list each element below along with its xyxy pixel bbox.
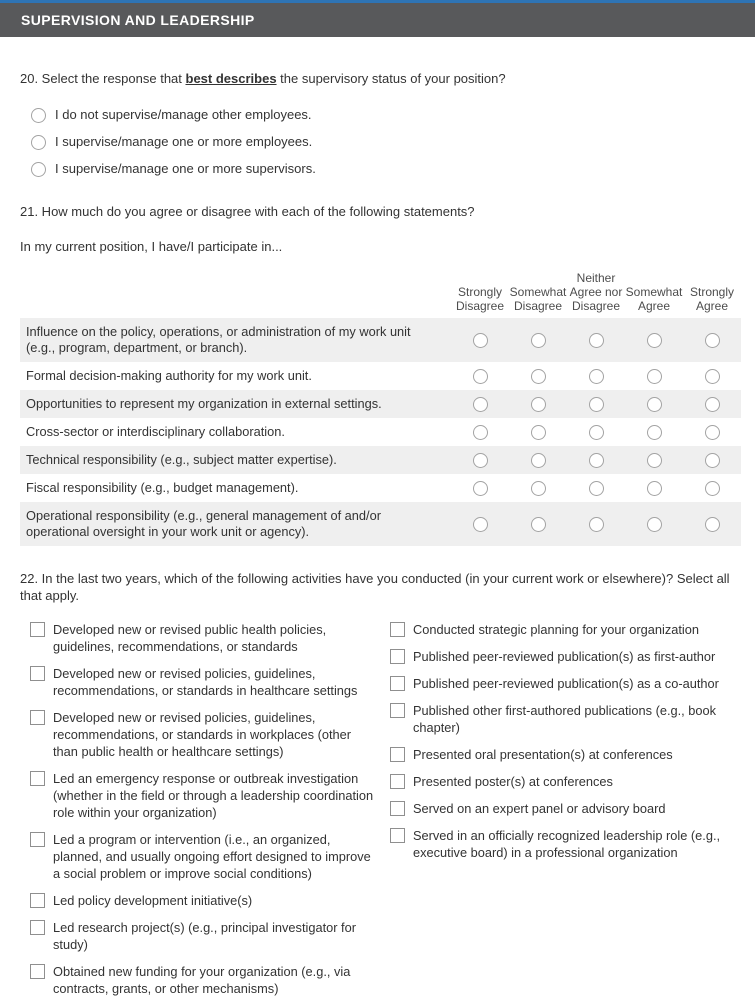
radio-button[interactable] <box>31 135 46 150</box>
radio-button[interactable] <box>705 453 720 468</box>
checkbox-item-public-health-policies[interactable] <box>30 621 390 655</box>
matrix-cell <box>625 418 683 446</box>
radio-button[interactable] <box>473 517 488 532</box>
matrix-cell <box>683 446 741 474</box>
column-header-somewhat-agree: Somewhat Agree <box>625 285 683 313</box>
matrix-cell <box>625 474 683 502</box>
checkbox[interactable] <box>30 710 45 725</box>
checkbox[interactable] <box>390 774 405 789</box>
matrix-row-label: Opportunities to represent my organization in external settings. <box>26 396 382 411</box>
radio-button[interactable] <box>589 425 604 440</box>
radio-button[interactable] <box>647 369 662 384</box>
radio-button[interactable] <box>589 333 604 348</box>
checkbox[interactable] <box>30 964 45 979</box>
matrix-row-technical-responsibility <box>20 446 741 474</box>
matrix-row-represent-organization <box>20 390 741 418</box>
question-20-options <box>31 107 741 177</box>
radio-button[interactable] <box>589 369 604 384</box>
matrix-cell <box>567 446 625 474</box>
survey-body <box>0 70 755 1007</box>
radio-button[interactable] <box>473 481 488 496</box>
radio-button[interactable] <box>531 333 546 348</box>
radio-button[interactable] <box>589 453 604 468</box>
matrix-cell <box>567 474 625 502</box>
checkbox[interactable] <box>390 649 405 664</box>
matrix-cell <box>509 318 567 362</box>
checkbox[interactable] <box>390 747 405 762</box>
checkbox-label: Presented oral presentation(s) at conferences <box>413 747 673 762</box>
question-20-suffix: the supervisory status of your position? <box>276 71 506 86</box>
checkbox-label: Led an emergency response or outbreak investigation (whether in the field or through a leadership coordination role within your organization) <box>53 771 374 820</box>
column-header-neither: Neither Agree nor Disagree <box>569 271 623 313</box>
matrix-cell <box>683 474 741 502</box>
matrix-cell <box>683 418 741 446</box>
matrix-cell <box>683 502 741 546</box>
radio-button[interactable] <box>531 517 546 532</box>
matrix-cell <box>625 446 683 474</box>
matrix-row-operational-responsibility <box>20 502 741 546</box>
radio-button[interactable] <box>705 425 720 440</box>
matrix-cell <box>567 502 625 546</box>
checkbox-column-right <box>390 621 741 1007</box>
matrix-cell <box>509 474 567 502</box>
radio-button[interactable] <box>589 481 604 496</box>
checkbox-item-policy-initiatives[interactable] <box>30 892 390 909</box>
matrix-header-row <box>20 271 741 318</box>
matrix-header-spacer <box>20 271 451 318</box>
radio-button[interactable] <box>647 517 662 532</box>
checkbox-label: Developed new or revised policies, guidelines, recommendations, or standards in workplaces (other than public health or healthcare settings) <box>53 710 352 759</box>
radio-option-supervise-employees[interactable] <box>31 134 741 150</box>
matrix-cell <box>509 502 567 546</box>
matrix-cell <box>625 502 683 546</box>
matrix-row-label: Fiscal responsibility (e.g., budget management). <box>26 480 299 495</box>
radio-button[interactable] <box>647 425 662 440</box>
matrix-cell <box>451 446 509 474</box>
checkbox[interactable] <box>390 622 405 637</box>
agreement-matrix <box>20 271 741 546</box>
header-bar <box>0 3 755 37</box>
radio-button[interactable] <box>531 453 546 468</box>
checkbox-item-emergency-response[interactable] <box>30 770 390 821</box>
radio-button[interactable] <box>705 397 720 412</box>
radio-label: I do not supervise/manage other employees. <box>55 107 312 122</box>
checkbox-item-other-publications[interactable] <box>390 702 741 736</box>
radio-option-no-supervise[interactable] <box>31 107 741 123</box>
radio-button[interactable] <box>473 333 488 348</box>
matrix-cell <box>509 390 567 418</box>
checkbox-label: Conducted strategic planning for your organization <box>413 622 699 637</box>
checkbox-item-program-intervention[interactable] <box>30 831 390 882</box>
radio-button[interactable] <box>531 481 546 496</box>
matrix-row-decision-authority <box>20 362 741 390</box>
matrix-cell <box>509 418 567 446</box>
checkbox[interactable] <box>390 676 405 691</box>
radio-button[interactable] <box>31 162 46 177</box>
question-21-intro: In my current position, I have/I participate in... <box>20 239 283 254</box>
question-22-text: 22. In the last two years, which of the following activities have you conducted (in your current work or elsewhere)? Select all that apply. <box>20 571 730 603</box>
checkbox-label: Led policy development initiative(s) <box>53 893 253 908</box>
checkbox-item-leadership-role[interactable] <box>390 827 741 861</box>
checkbox-label: Served on an expert panel or advisory board <box>413 801 666 816</box>
checkbox-label: Published peer-reviewed publication(s) as a co-author <box>413 676 719 691</box>
matrix-cell <box>567 418 625 446</box>
matrix-cell <box>625 390 683 418</box>
matrix-row-label: Formal decision-making authority for my work unit. <box>26 368 312 383</box>
checkbox[interactable] <box>30 771 45 786</box>
matrix-cell <box>567 318 625 362</box>
radio-button[interactable] <box>647 333 662 348</box>
checkbox[interactable] <box>30 622 45 637</box>
checkbox-label: Presented poster(s) at conferences <box>413 774 613 789</box>
matrix-cell <box>451 390 509 418</box>
checkbox[interactable] <box>30 920 45 935</box>
question-20-prefix: 20. Select the response that <box>20 71 186 86</box>
checkbox[interactable] <box>30 893 45 908</box>
checkbox[interactable] <box>390 828 405 843</box>
radio-button[interactable] <box>705 333 720 348</box>
matrix-cell <box>451 418 509 446</box>
checkbox-item-oral-presentations[interactable] <box>390 746 741 763</box>
checkbox-item-strategic-planning[interactable] <box>390 621 741 638</box>
radio-button[interactable] <box>531 425 546 440</box>
matrix-row-label: Operational responsibility (e.g., general management of and/or operational oversight in your work unit or agency). <box>26 508 381 539</box>
checkbox-label: Obtained new funding for your organization (e.g., via contracts, grants, or other mechanisms) <box>53 964 351 996</box>
matrix-cell <box>683 390 741 418</box>
matrix-row-collaboration <box>20 418 741 446</box>
checkbox-label: Developed new or revised public health policies, guidelines, recommendations, or standards <box>53 622 327 654</box>
radio-button[interactable] <box>647 481 662 496</box>
checkbox-item-expert-panel[interactable] <box>390 800 741 817</box>
matrix-cell <box>451 318 509 362</box>
matrix-row-label: Cross-sector or interdisciplinary collaboration. <box>26 424 285 439</box>
checkbox-item-healthcare-policies[interactable] <box>30 665 390 699</box>
checkbox-item-research-projects[interactable] <box>30 919 390 953</box>
radio-button[interactable] <box>647 453 662 468</box>
matrix-cell <box>451 502 509 546</box>
radio-button[interactable] <box>705 369 720 384</box>
radio-button[interactable] <box>473 453 488 468</box>
checkbox-label: Led research project(s) (e.g., principal investigator for study) <box>53 920 356 952</box>
question-20-emphasis: best describes <box>185 71 277 86</box>
checkbox[interactable] <box>390 703 405 718</box>
checkbox-item-posters[interactable] <box>390 773 741 790</box>
radio-option-supervise-supervisors[interactable] <box>31 161 741 177</box>
radio-button[interactable] <box>531 369 546 384</box>
column-header-strongly-disagree: Strongly Disagree <box>455 285 505 313</box>
checkbox-label: Served in an officially recognized leadership role (e.g., executive board) in a professional organization <box>413 828 721 860</box>
radio-button[interactable] <box>705 481 720 496</box>
section-header <box>0 0 755 37</box>
checkbox-item-new-funding[interactable] <box>30 963 390 997</box>
checkbox-item-coauthor-publication[interactable] <box>390 675 741 692</box>
checkbox[interactable] <box>390 801 405 816</box>
matrix-cell <box>451 474 509 502</box>
question-21-text: 21. How much do you agree or disagree with each of the following statements? <box>20 204 475 219</box>
matrix-cell <box>509 362 567 390</box>
column-header-strongly-agree: Strongly Agree <box>689 285 735 313</box>
checkbox-label: Published peer-reviewed publication(s) as first-author <box>413 649 716 664</box>
radio-button[interactable] <box>705 517 720 532</box>
checkbox[interactable] <box>30 832 45 847</box>
radio-button[interactable] <box>473 425 488 440</box>
column-header-somewhat-disagree: Somewhat Disagree <box>509 285 567 313</box>
matrix-cell <box>451 362 509 390</box>
matrix-cell <box>683 362 741 390</box>
question-22-checkbox-columns <box>30 621 741 1007</box>
matrix-row-label: Influence on the policy, operations, or administration of my work unit (e.g., program, department, or branch). <box>26 324 411 355</box>
radio-label: I supervise/manage one or more supervisors. <box>55 161 316 176</box>
checkbox-column-left <box>30 621 390 1007</box>
radio-button[interactable] <box>647 397 662 412</box>
matrix-row-fiscal-responsibility <box>20 474 741 502</box>
matrix-cell <box>625 362 683 390</box>
matrix-row-influence <box>20 318 741 362</box>
section-title: SUPERVISION AND LEADERSHIP <box>21 12 255 28</box>
radio-button[interactable] <box>473 369 488 384</box>
checkbox-item-workplace-policies[interactable] <box>30 709 390 760</box>
matrix-cell <box>625 318 683 362</box>
radio-button[interactable] <box>31 108 46 123</box>
radio-label: I supervise/manage one or more employees. <box>55 134 313 149</box>
radio-button[interactable] <box>531 397 546 412</box>
matrix-row-label: Technical responsibility (e.g., subject matter expertise). <box>26 452 337 467</box>
radio-button[interactable] <box>473 397 488 412</box>
question-20-text <box>20 70 741 87</box>
matrix-cell <box>509 446 567 474</box>
checkbox-label: Developed new or revised policies, guidelines, recommendations, or standards in healthcare settings <box>53 666 358 698</box>
matrix-cell <box>567 390 625 418</box>
checkbox-item-first-author-publication[interactable] <box>390 648 741 665</box>
radio-button[interactable] <box>589 397 604 412</box>
matrix-cell <box>567 362 625 390</box>
matrix-cell <box>683 318 741 362</box>
checkbox[interactable] <box>30 666 45 681</box>
checkbox-label: Published other first-authored publications (e.g., book chapter) <box>413 703 717 735</box>
radio-button[interactable] <box>589 517 604 532</box>
checkbox-label: Led a program or intervention (i.e., an organized, planned, and usually ongoing effort designed to improve a social problem or improve social conditions) <box>53 832 371 881</box>
